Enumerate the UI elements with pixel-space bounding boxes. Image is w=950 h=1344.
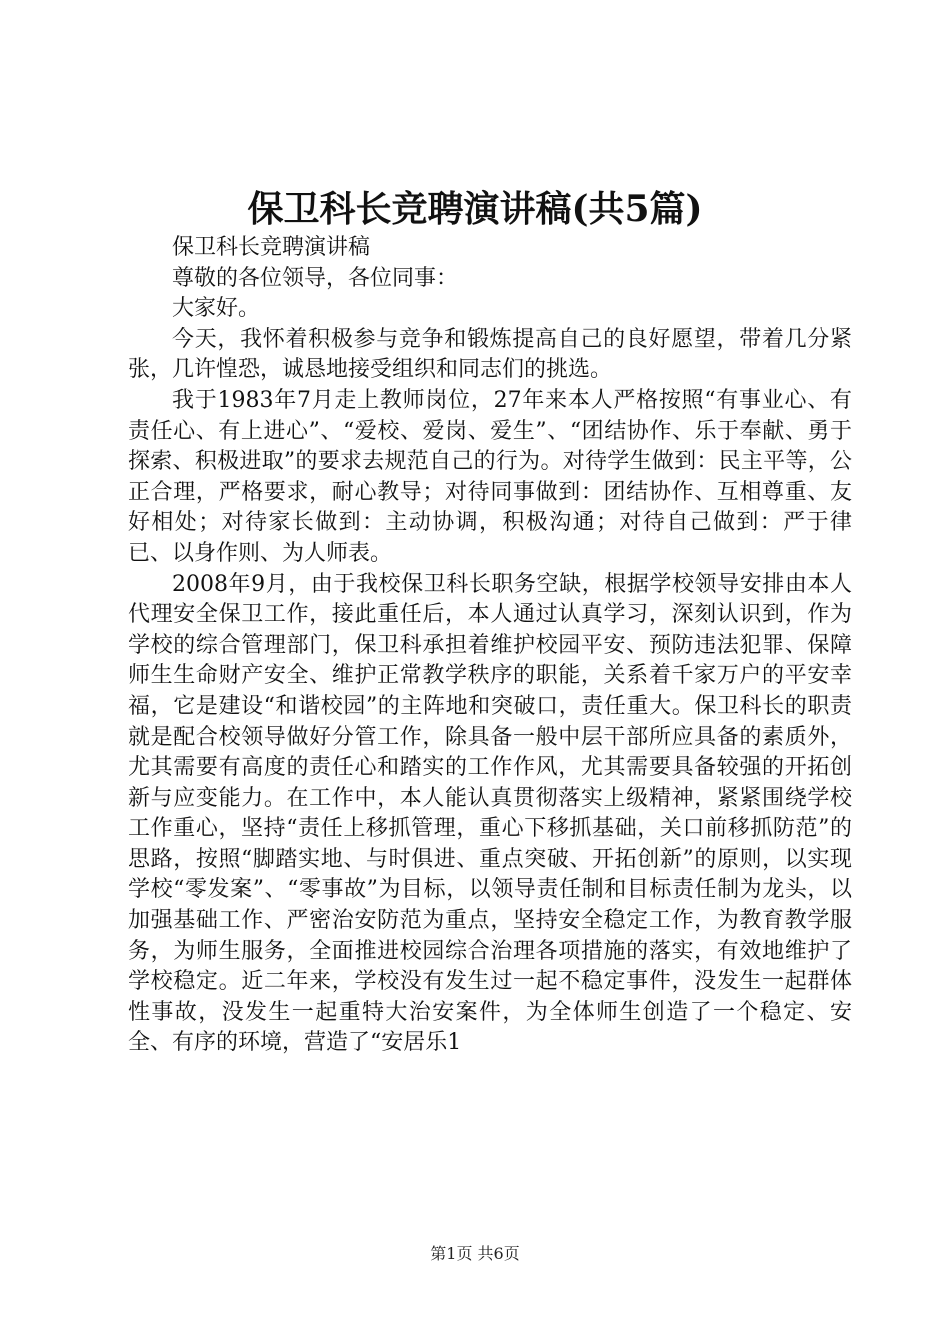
paragraph-security-work: 2008年9月，由于我校保卫科长职务空缺，根据学校领导安排由本人代理安全保卫工作，接此重任后，本人通过认真学习，深刻认识到，作为学校的综合管理部门，保卫科承担着维护校园平安、预防违法犯罪、保障师生生命财产安全、维护正常教学秩序的职能，关系着千家万户的平安幸福，它是建设“和谐校园”的主阵地和突破口，责任重大。保卫科长的职责就是配合校领导做好分管工作，除具备一般中层干部所应具备的素质外，尤其需要有高度的责任心和踏实的工作作风，尤其需要具备较强的开拓创新与应变能力。在工作中，本人能认真贯彻落实上级精神，紧紧围绕学校工作重心，坚持“责任上移抓管理，重心下移抓基础，关口前移抓防范”的思路，按照“脚踏实地、与时俱进、重点突破、开拓创新”的原则，以实现学校“零发案”、“零事故”为目标，以领导责任制和目标责任制为龙头，以加强基础工作、严密治安防范为重点，坚持安全稳定工作，为教育教学服务，为师生服务，全面推进校园综合治理各项措施的落实，有效地维护了学校稳定。近二年来，学校没有发生过一起不稳定事件，没发生一起群体性事故，没发生一起重特大治安案件，为全体师生创造了一个稳定、安全、有序的环境，营造了“安居乐1 (128, 571, 852, 1056)
paragraph-career: 我于1983年7月走上教师岗位，27年来本人严格按照“有事业心、有责任心、有上进心”、“爱校、爱岗、爱生”、“团结协作、乐于奉献、勇于探索、积极进取”的要求去规范自己的行为。对待学生做到：民主平等，公正合理，严格要求，耐心教导；对待同事做到：团结协作、互相尊重、友好相处；对待家长做到：主动协调，积极沟通；对待自己做到：严于律已、以身作则、为人师表。 (128, 387, 852, 566)
page-number-indicator: 第1页 共6页 (430, 1244, 520, 1263)
paragraph-salutation: 尊敬的各位领导，各位同事： (172, 265, 459, 291)
document-title: 保卫科长竞聘演讲稿(共5篇) (247, 188, 703, 230)
page-footer (0, 1242, 950, 1266)
paragraph-intro: 今天，我怀着积极参与竞争和锻炼提高自己的良好愿望，带着几分紧张，几许惶恐，诚恳地接受组织和同志们的挑选。 (128, 326, 852, 383)
paragraph-heading: 保卫科长竞聘演讲稿 (172, 235, 371, 260)
document-body (128, 233, 852, 1059)
paragraph-greeting: 大家好。 (172, 296, 261, 322)
